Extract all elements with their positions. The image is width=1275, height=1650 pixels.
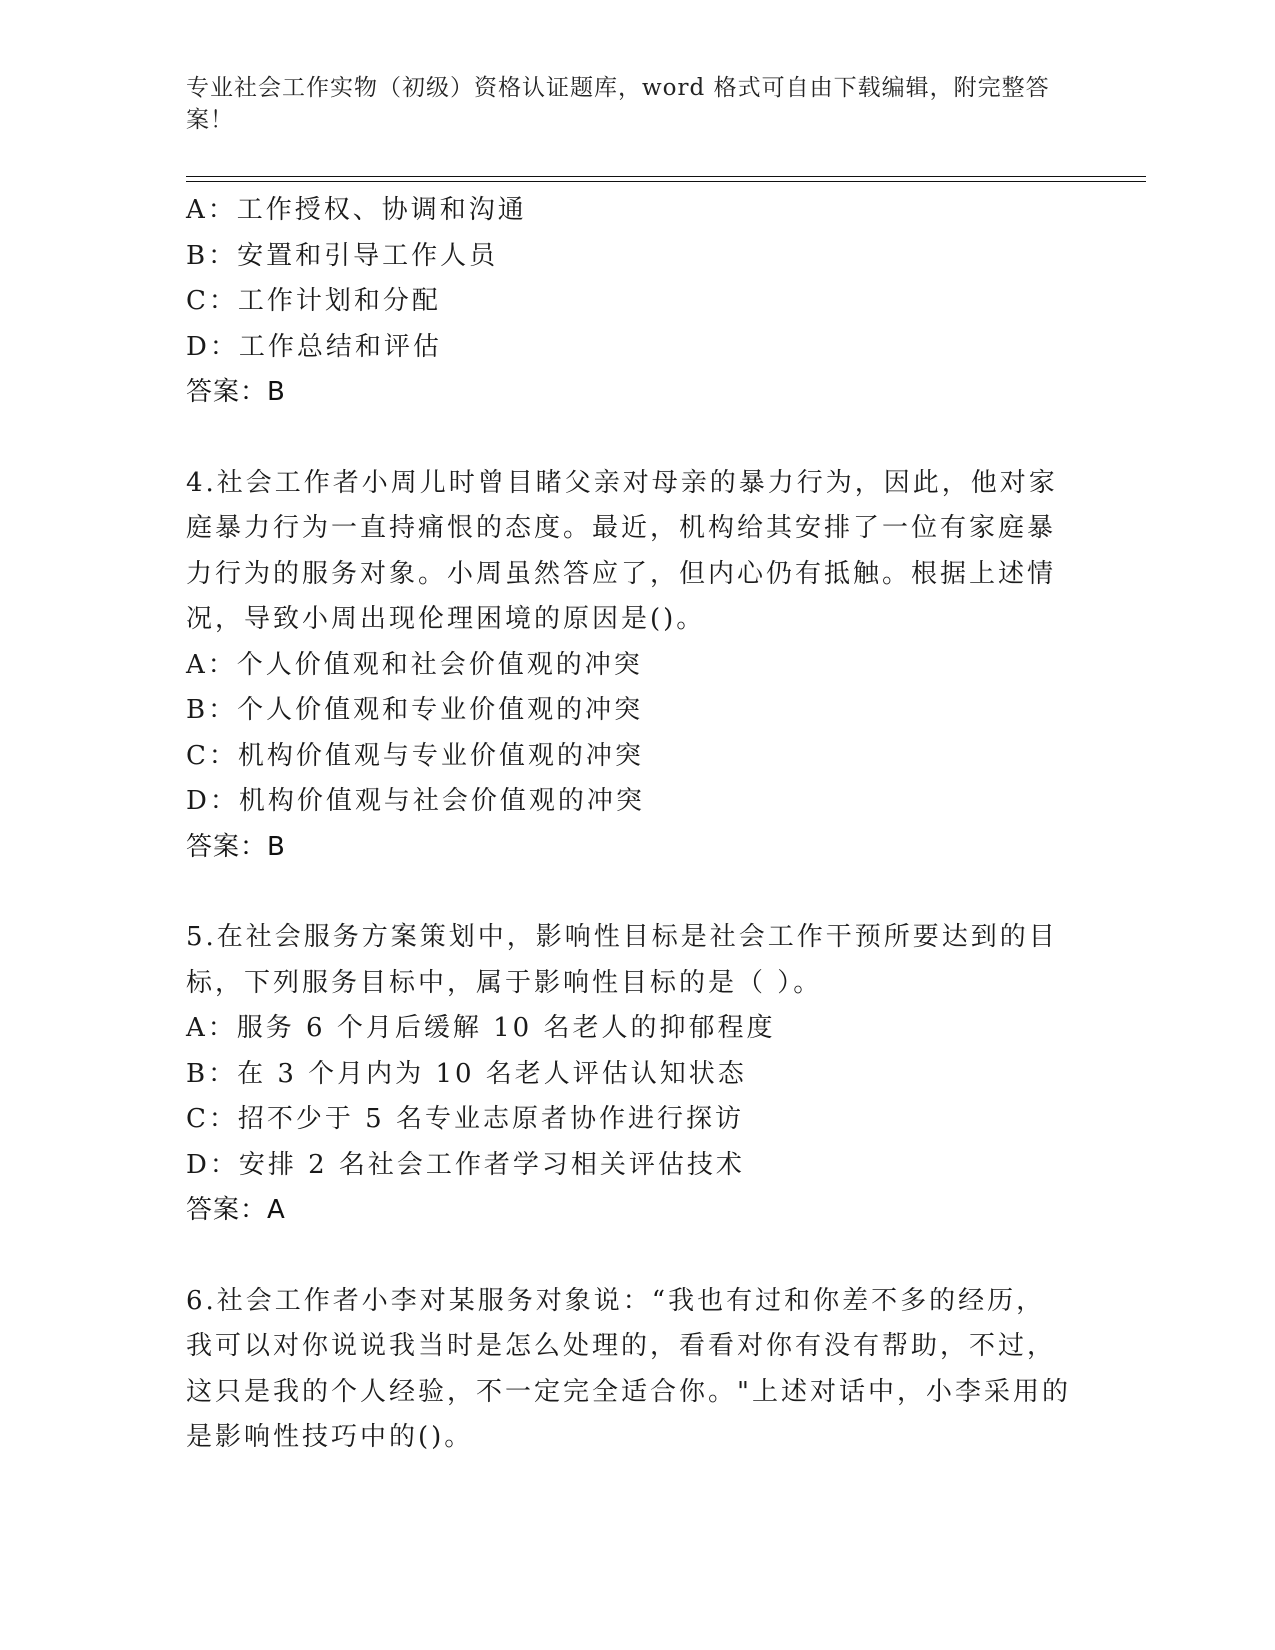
option-b: B：在 3 个月内为 10 名老人评估认知状态 bbox=[186, 1058, 747, 1089]
answer-line bbox=[186, 825, 1086, 871]
question-stem-line: 5.在社会服务方案策划中，影响性目标是社会工作干预所要达到的目 bbox=[186, 922, 1058, 952]
question-4 bbox=[186, 461, 1086, 871]
option-c: C：工作计划和分配 bbox=[186, 286, 441, 316]
question-stem-line: 6.社会工作者小李对某服务对象说：“我也有过和你差不多的经历， bbox=[186, 1285, 1046, 1316]
question-stem-line: 况，导致小周出现伦理困境的原因是()。 bbox=[186, 604, 706, 634]
question-5 bbox=[186, 915, 1086, 1234]
question-stem-line: 力行为的服务对象。小周虽然答应了，但内心仍有抵触。根据上述情 bbox=[186, 558, 1057, 589]
option-a: A：工作授权、协调和沟通 bbox=[186, 195, 527, 225]
option-d: D：安排 2 名社会工作者学习相关评估技术 bbox=[186, 1149, 745, 1180]
answer-line bbox=[186, 370, 1086, 416]
option-b: B：安置和引导工作人员 bbox=[186, 240, 499, 271]
header-line-1: 专业社会工作实物（初级）资格认证题库，word 格式可自由下载编辑，附完整答 bbox=[186, 75, 1050, 101]
question-3-continued bbox=[186, 188, 1086, 416]
answer-line bbox=[186, 1188, 1086, 1234]
answer-value: B bbox=[267, 377, 285, 407]
question-stem-line: 我可以对你说说我当时是怎么处理的，看看对你有没有帮助，不过， bbox=[186, 1331, 1057, 1361]
header-divider-top bbox=[186, 176, 1146, 177]
option-b: B：个人价值观和专业价值观的冲突 bbox=[186, 695, 644, 725]
header-line-2: 案！ bbox=[186, 107, 234, 133]
option-c: C：招不少于 5 名专业志原者协作进行探访 bbox=[186, 1104, 744, 1134]
question-stem-line: 4.社会工作者小周儿时曾目睹父亲对母亲的暴力行为，因此，他对家 bbox=[186, 467, 1058, 498]
header-divider-bottom bbox=[186, 181, 1146, 182]
option-d: D：工作总结和评估 bbox=[186, 331, 442, 362]
option-a: A：服务 6 个月后缓解 10 名老人的抑郁程度 bbox=[186, 1013, 776, 1043]
question-stem-line: 是影响性技巧中的()。 bbox=[186, 1422, 474, 1452]
answer-label: 答案： bbox=[186, 377, 268, 407]
answer-label: 答案： bbox=[186, 1195, 268, 1225]
option-c: C：机构价值观与专业价值观的冲突 bbox=[186, 740, 644, 771]
question-content bbox=[186, 188, 1086, 1461]
question-stem-line: 标，下列服务目标中，属于影响性目标的是（ ）。 bbox=[186, 967, 823, 998]
answer-value: B bbox=[267, 831, 285, 862]
option-a: A：个人价值观和社会价值观的冲突 bbox=[186, 649, 643, 680]
option-d: D：机构价值观与社会价值观的冲突 bbox=[186, 786, 645, 816]
question-stem-line: 庭暴力行为一直持痛恨的态度。最近，机构给其安排了一位有家庭暴 bbox=[186, 513, 1057, 543]
question-stem-line: 这只是我的个人经验，不一定完全适合你。"上述对话中，小李采用的 bbox=[186, 1376, 1071, 1407]
answer-label: 答案： bbox=[186, 831, 268, 862]
answer-value: A bbox=[267, 1195, 285, 1225]
question-6 bbox=[186, 1279, 1086, 1461]
page-header bbox=[186, 72, 1066, 136]
